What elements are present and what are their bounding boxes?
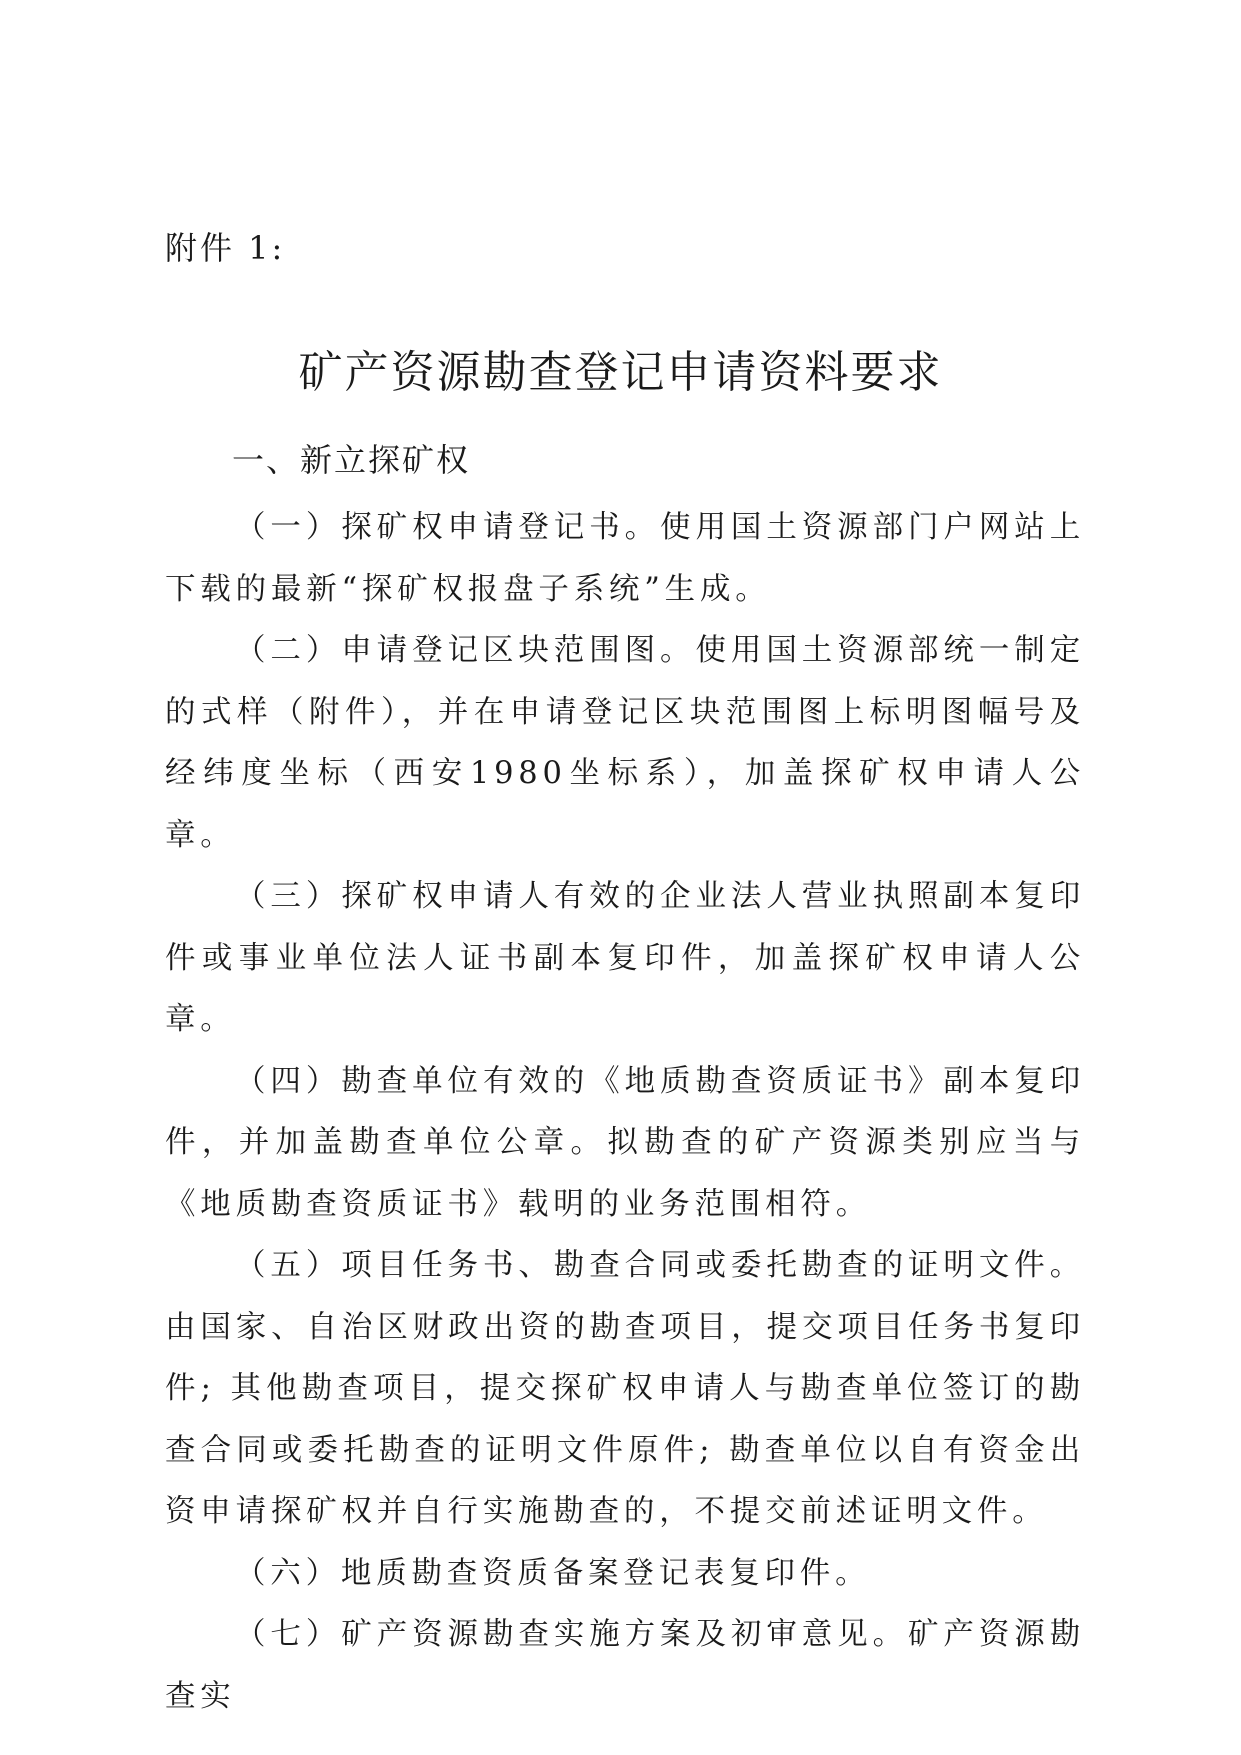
paragraph-item-2: （二）申请登记区块范围图。使用国土资源部统一制定的式样（附件），并在申请登记区块范围图上标明图幅号及经纬度坐标（西安1980坐标系），加盖探矿权申请人公章。 bbox=[165, 633, 1085, 853]
paragraph-item-1: （一）探矿权申请登记书。使用国土资源部门户网站上下载的最新“探矿权报盘子系统”生成。 bbox=[165, 510, 1085, 607]
paragraph-item-6: （六）地质勘查资质备案登记表复印件。 bbox=[235, 1555, 871, 1591]
attachment-label: 附件 1: bbox=[165, 229, 286, 267]
paragraph-item-7: （七）矿产资源勘查实施方案及初审意见。矿产资源勘查实 bbox=[165, 1617, 1085, 1714]
paragraph-item-5: （五）项目任务书、勘查合同或委托勘查的证明文件。由国家、自治区财政出资的勘查项目，提交项目任务书复印件; 其他勘查项目，提交探矿权申请人与勘查单位签订的勘查合同或委托勘查的证明文件原件; 勘查单位以自有资金出资申请探矿权并自行实施勘查的，不提交前述证明文件。 bbox=[165, 1248, 1085, 1529]
document-body bbox=[165, 497, 1085, 1727]
paragraph-item-4: （四）勘查单位有效的《地质勘查资质证书》副本复印件，并加盖勘查单位公章。拟勘查的矿产资源类别应当与《地质勘查资质证书》载明的业务范围相符。 bbox=[165, 1063, 1085, 1222]
section-heading: 一、新立探矿权 bbox=[232, 441, 471, 479]
paragraph-item-3: （三）探矿权申请人有效的企业法人营业执照副本复印件或事业单位法人证书副本复印件，加盖探矿权申请人公章。 bbox=[165, 879, 1085, 1037]
document-title: 矿产资源勘查登记申请资料要求 bbox=[298, 347, 943, 399]
